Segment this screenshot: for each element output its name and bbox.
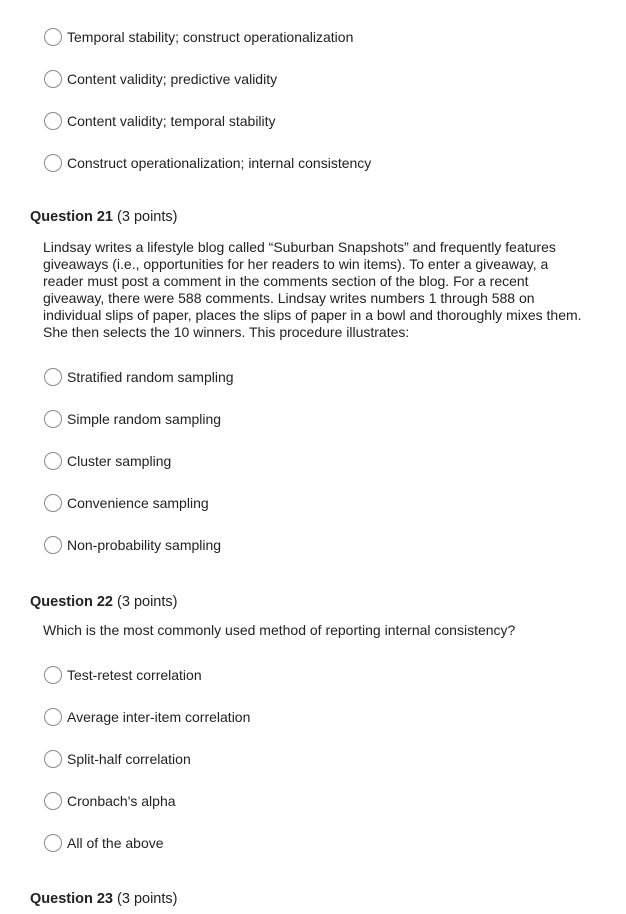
q21-option-2[interactable] [44,408,221,430]
option-label[interactable]: Content validity; temporal stability [67,113,276,129]
option-label[interactable]: Convenience sampling [67,495,209,511]
q22-header [30,594,177,610]
option-label[interactable]: Temporal stability; construct operationalization [67,29,354,45]
radio-button[interactable] [44,834,62,852]
q21-header [30,209,177,225]
q21-text: Lindsay writes a lifestyle blog called “Suburban Snapshots” and frequently features giveaways (i.e., opportunities for her readers to win items). To enter a giveaway, a reader must post a comment in the comments section of the blog. For a recent giveaway, there were 588 comments. Lindsay writes numbers 1 through 588 on individual slips of paper, places the slips of paper in a bowl and thoroughly mixes them. She then selects the 10 winners. This procedure illustrates: [43,239,582,340]
radio-button[interactable] [44,112,62,130]
option-label[interactable]: Split-half correlation [67,751,191,767]
radio-button[interactable] [44,750,62,768]
q22-option-2[interactable] [44,706,250,728]
option-label[interactable]: Cluster sampling [67,453,172,469]
q22-option-4[interactable] [44,790,176,812]
q20-option-1[interactable] [44,26,353,48]
question-title: Question 23 [30,891,113,907]
radio-button[interactable] [44,70,62,88]
radio-button[interactable] [44,536,62,554]
q21-option-1[interactable] [44,366,234,388]
q20-option-3[interactable] [44,110,276,132]
option-label[interactable]: Simple random sampling [67,411,222,427]
radio-button[interactable] [44,368,62,386]
question-points: (3 points) [117,891,178,907]
option-label[interactable]: Content validity; predictive validity [67,71,278,87]
radio-button[interactable] [44,28,62,46]
radio-button[interactable] [44,792,62,810]
q21-option-5[interactable] [44,534,221,556]
q22-option-1[interactable] [44,664,202,686]
option-label[interactable]: Stratified random sampling [67,369,234,385]
radio-button[interactable] [44,410,62,428]
radio-button[interactable] [44,666,62,684]
q22-text: Which is the most commonly used method of reporting internal consistency? [43,622,516,638]
option-label[interactable]: Construct operationalization; internal consistency [67,155,372,171]
option-label[interactable]: Test-retest correlation [67,667,202,683]
q21-option-3[interactable] [44,450,171,472]
question-points: (3 points) [117,209,178,225]
q22-option-3[interactable] [44,748,191,770]
q21-option-4[interactable] [44,492,209,514]
question-title: Question 21 [30,209,113,225]
question-points: (3 points) [117,594,178,610]
q20-option-2[interactable] [44,68,277,90]
radio-button[interactable] [44,154,62,172]
q22-option-5[interactable] [44,832,164,854]
option-label[interactable]: All of the above [67,835,164,851]
q23-header [30,891,177,907]
radio-button[interactable] [44,494,62,512]
radio-button[interactable] [44,452,62,470]
option-label[interactable]: Average inter-item correlation [67,709,251,725]
question-title: Question 22 [30,594,113,610]
q20-option-4[interactable] [44,152,371,174]
radio-button[interactable] [44,708,62,726]
option-label[interactable]: Cronbach's alpha [67,793,176,809]
option-label[interactable]: Non-probability sampling [67,537,222,553]
